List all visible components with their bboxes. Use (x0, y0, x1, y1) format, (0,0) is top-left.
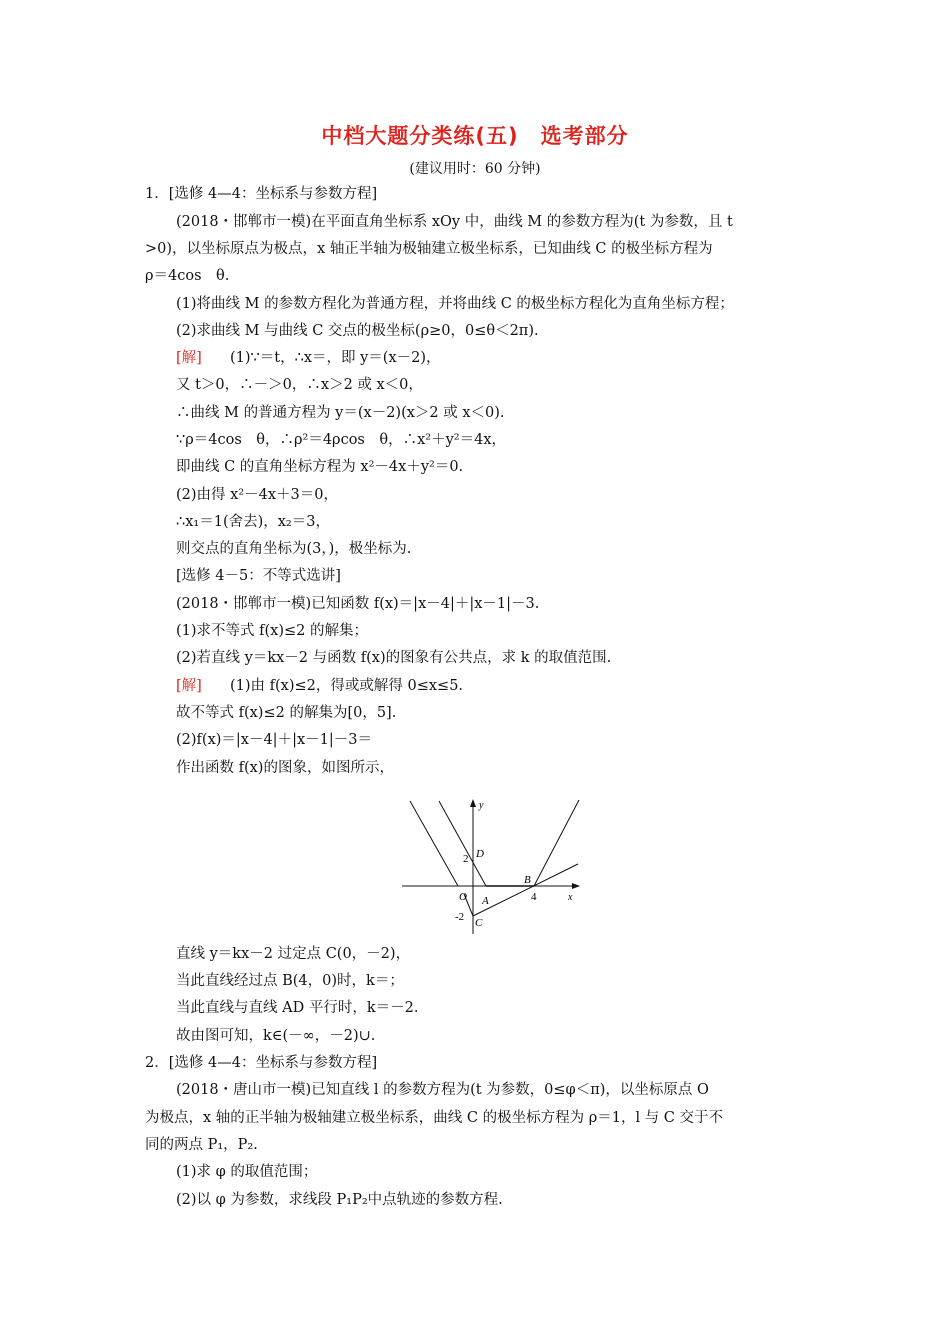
text-line: 当此直线经过点 B(4，0)时，k＝； (176, 973, 404, 989)
text-line: 即曲线 C 的直角坐标方程为 x²－4x＋y²＝0. (176, 459, 464, 475)
right-branch (534, 800, 579, 886)
label-A: A (482, 895, 489, 907)
page-subtitle: (建议用时：60 分钟) (409, 161, 541, 177)
line-through-C (473, 864, 578, 916)
segment-AD (439, 801, 486, 886)
label-B: B (524, 874, 531, 886)
text-line: 直线 y＝kx－2 过定点 C(0，－2)， (176, 946, 411, 962)
label-2: 2 (463, 853, 469, 865)
text-line: ∵ρ＝4cos θ，∴ρ²＝4ρcos θ，∴x²＋y²＝4x， (176, 432, 507, 448)
text-line: (1)由 f(x)≤2，得或或解得 0≤x≤5. (230, 678, 464, 694)
text-line: (2018・邯郸市一模)已知函数 f(x)＝|x－4|＋|x－1|－3. (176, 596, 540, 612)
text-line: 作出函数 f(x)的图象，如图所示， (176, 760, 394, 776)
text-line: (2)以 φ 为参数，求线段 P₁P₂中点轨迹的参数方程. (176, 1192, 503, 1208)
text-line: 又 t＞0，∴－＞0，∴x＞2 或 x＜0， (176, 377, 423, 393)
label-x: x (568, 892, 573, 903)
text-line: 同的两点 P₁，P₂. (145, 1137, 258, 1153)
text-line: (2018・邯郸市一模)在平面直角坐标系 xOy 中，曲线 M 的参数方程为(t 为参数，且 t (176, 214, 733, 230)
label-4: 4 (531, 891, 537, 903)
text-line: 故不等式 f(x)≤2 的解集为[0，5]. (176, 705, 397, 721)
left-branch (410, 801, 458, 886)
text-line: (2)若直线 y＝kx－2 与函数 f(x)的图象有公共点，求 k 的取值范围. (176, 650, 612, 666)
text-line: 则交点的直角坐标为(3，)，极坐标为. (176, 541, 412, 557)
label-D: D (476, 848, 484, 860)
y-axis-arrow (470, 799, 476, 807)
text-line: (1)将曲线 M 的参数方程化为普通方程，并将曲线 C 的极坐标方程化为直角坐标方程； (176, 296, 734, 312)
function-graph (400, 796, 590, 936)
text-line: 为极点，x 轴的正半轴为极轴建立极坐标系，曲线 C 的极坐标方程为 ρ＝1，l 与 C 交于不 (145, 1110, 724, 1126)
text-line: 故由图可知，k∈(－∞，－2)∪. (176, 1028, 376, 1044)
text-line: (2)由得 x²－4x＋3＝0， (176, 487, 338, 503)
text-line: 2．[选修 4—4：坐标系与参数方程] (145, 1055, 378, 1071)
text-line: ∴x₁＝1(舍去)，x₂＝3， (176, 514, 330, 530)
text-line: 当此直线与直线 AD 平行时，k＝－2. (176, 1000, 419, 1016)
text-line: >0)，以坐标原点为极点，x 轴正半轴为极轴建立极坐标系，已知曲线 C 的极坐标方程为 (145, 241, 713, 257)
solution-tag: [解] (176, 678, 202, 694)
text-line: ∴曲线 M 的普通方程为 y＝(x－2)(x＞2 或 x＜0). (176, 405, 505, 421)
label-C: C (475, 917, 483, 929)
page-title: 中档大题分类练(五) 选考部分 (321, 124, 629, 148)
text-line: (2)求曲线 M 与曲线 C 交点的极坐标(ρ≥0，0≤θ＜2π). (176, 323, 539, 339)
text-line: (1)求 φ 的取值范围； (176, 1164, 318, 1180)
text-line: (2)f(x)＝|x－4|＋|x－1|－3＝ (176, 732, 372, 748)
label-O: O (459, 891, 467, 903)
text-line: (1)∵＝t，∴x＝，即 y＝(x－2)， (230, 350, 441, 366)
label-y: y (479, 800, 484, 811)
x-axis-arrow (572, 883, 580, 889)
text-line: [选修 4－5：不等式选讲] (176, 568, 341, 584)
text-line: 1．[选修 4—4：坐标系与参数方程] (145, 186, 378, 202)
text-line: (1)求不等式 f(x)≤2 的解集； (176, 623, 368, 639)
solution-tag: [解] (176, 350, 202, 366)
text-line: ρ＝4cos θ. (145, 268, 230, 284)
label-minus-2: -2 (455, 911, 465, 923)
text-line: (2018・唐山市一模)已知直线 l 的参数方程为(t 为参数，0≤φ＜π)，以坐标原点 O (176, 1082, 709, 1098)
